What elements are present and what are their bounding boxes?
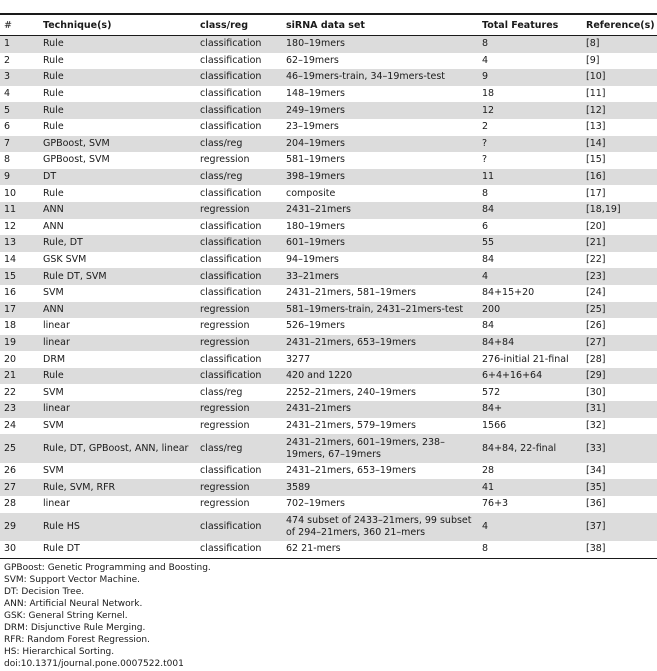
row-number: 16	[0, 285, 39, 302]
table-header	[0, 15, 657, 36]
row-total-features: 84	[478, 252, 582, 269]
table-row	[0, 102, 657, 119]
row-class-reg: classification	[196, 285, 282, 302]
row-class-reg: classification	[196, 351, 282, 368]
row-number: 13	[0, 235, 39, 252]
row-total-features: 84	[478, 318, 582, 335]
row-techniques: linear	[39, 496, 196, 513]
row-number: 2	[0, 53, 39, 70]
row-class-reg: classification	[196, 53, 282, 70]
header-techniques: Technique(s)	[39, 15, 196, 36]
row-number: 17	[0, 302, 39, 319]
row-techniques: Rule	[39, 185, 196, 202]
row-number: 28	[0, 496, 39, 513]
row-reference: [38]	[582, 541, 657, 558]
row-class-reg: regression	[196, 318, 282, 335]
footnote: GSK: General String Kernel.	[4, 610, 128, 621]
row-sirna-data-set: 420 and 1220	[282, 368, 478, 385]
row-sirna-data-set: 94–19mers	[282, 252, 478, 269]
row-total-features: 2	[478, 119, 582, 136]
row-class-reg: classification	[196, 219, 282, 236]
row-sirna-data-set: 581–19mers	[282, 152, 478, 169]
row-sirna-data-set: 2431–21mers, 653–19mers	[282, 463, 478, 480]
row-number: 25	[0, 434, 39, 463]
footnote: DRM: Disjunctive Rule Merging.	[4, 622, 146, 633]
row-number: 9	[0, 169, 39, 186]
row-number: 30	[0, 541, 39, 558]
sirna-methods-table	[0, 15, 657, 559]
table-row	[0, 185, 657, 202]
row-class-reg: classification	[196, 185, 282, 202]
row-total-features: 8	[478, 541, 582, 558]
row-total-features: 11	[478, 169, 582, 186]
table-row	[0, 384, 657, 401]
table-row	[0, 513, 657, 542]
row-total-features: 572	[478, 384, 582, 401]
row-class-reg: class/reg	[196, 169, 282, 186]
row-number: 12	[0, 219, 39, 236]
row-reference: [16]	[582, 169, 657, 186]
row-total-features: 9	[478, 69, 582, 86]
row-techniques: DT	[39, 169, 196, 186]
header-row	[0, 15, 657, 36]
footnote: GPBoost: Genetic Programming and Boosting.	[4, 562, 211, 573]
row-total-features: 84+84, 22-final	[478, 434, 582, 463]
row-class-reg: classification	[196, 235, 282, 252]
row-sirna-data-set: composite	[282, 185, 478, 202]
row-techniques: SVM	[39, 418, 196, 435]
row-reference: [10]	[582, 69, 657, 86]
row-sirna-data-set: 581–19mers-train, 2431–21mers-test	[282, 302, 478, 319]
row-sirna-data-set: 2431–21mers, 601–19mers, 238–19mers, 67–19mers	[282, 434, 478, 463]
table-row	[0, 318, 657, 335]
row-techniques: Rule	[39, 119, 196, 136]
row-reference: [32]	[582, 418, 657, 435]
row-techniques: linear	[39, 318, 196, 335]
row-reference: [14]	[582, 136, 657, 153]
row-sirna-data-set: 702–19mers	[282, 496, 478, 513]
table-body	[0, 36, 657, 559]
row-total-features: 28	[478, 463, 582, 480]
row-class-reg: classification	[196, 268, 282, 285]
footnote: SVM: Support Vector Machine.	[4, 574, 141, 585]
row-total-features: 6+4+16+64	[478, 368, 582, 385]
row-total-features: 8	[478, 185, 582, 202]
row-reference: [11]	[582, 86, 657, 103]
row-reference: [29]	[582, 368, 657, 385]
row-sirna-data-set: 62 21-mers	[282, 541, 478, 558]
row-reference: [23]	[582, 268, 657, 285]
row-number: 18	[0, 318, 39, 335]
row-total-features: 6	[478, 219, 582, 236]
row-sirna-data-set: 180–19mers	[282, 219, 478, 236]
row-class-reg: regression	[196, 401, 282, 418]
row-sirna-data-set: 2431–21mers	[282, 401, 478, 418]
row-techniques: linear	[39, 335, 196, 352]
table-row	[0, 86, 657, 103]
row-sirna-data-set: 148–19mers	[282, 86, 478, 103]
row-reference: [31]	[582, 401, 657, 418]
table-row	[0, 496, 657, 513]
header-total-features: Total Features	[478, 15, 582, 36]
table-row	[0, 463, 657, 480]
row-techniques: Rule, DT, GPBoost, ANN, linear	[39, 434, 196, 463]
row-sirna-data-set: 33–21mers	[282, 268, 478, 285]
row-sirna-data-set: 601–19mers	[282, 235, 478, 252]
row-class-reg: class/reg	[196, 136, 282, 153]
row-techniques: Rule, SVM, RFR	[39, 479, 196, 496]
row-number: 10	[0, 185, 39, 202]
table-row	[0, 541, 657, 558]
table-row	[0, 219, 657, 236]
row-techniques: SVM	[39, 285, 196, 302]
row-class-reg: classification	[196, 463, 282, 480]
table-row	[0, 152, 657, 169]
row-sirna-data-set: 180–19mers	[282, 36, 478, 53]
row-number: 7	[0, 136, 39, 153]
footnote: RFR: Random Forest Regression.	[4, 634, 150, 645]
row-techniques: Rule DT	[39, 541, 196, 558]
row-number: 1	[0, 36, 39, 53]
row-sirna-data-set: 2431–21mers, 581–19mers	[282, 285, 478, 302]
row-techniques: GSK SVM	[39, 252, 196, 269]
row-number: 5	[0, 102, 39, 119]
row-sirna-data-set: 204–19mers	[282, 136, 478, 153]
row-number: 20	[0, 351, 39, 368]
row-total-features: 18	[478, 86, 582, 103]
table-row	[0, 434, 657, 463]
row-sirna-data-set: 474 subset of 2433–21mers, 99 subset of 294–21mers, 360 21–mers	[282, 513, 478, 542]
row-sirna-data-set: 3589	[282, 479, 478, 496]
row-reference: [24]	[582, 285, 657, 302]
row-reference: [18,19]	[582, 202, 657, 219]
row-total-features: 41	[478, 479, 582, 496]
table-row	[0, 136, 657, 153]
row-class-reg: regression	[196, 496, 282, 513]
row-reference: [9]	[582, 53, 657, 70]
row-class-reg: classification	[196, 69, 282, 86]
table-row	[0, 268, 657, 285]
row-sirna-data-set: 23–19mers	[282, 119, 478, 136]
row-class-reg: classification	[196, 86, 282, 103]
row-class-reg: classification	[196, 513, 282, 542]
table-row	[0, 285, 657, 302]
row-techniques: ANN	[39, 202, 196, 219]
row-techniques: ANN	[39, 302, 196, 319]
table-row	[0, 302, 657, 319]
header-class-reg: class/reg	[196, 15, 282, 36]
row-reference: [30]	[582, 384, 657, 401]
row-total-features: 8	[478, 36, 582, 53]
table-row	[0, 252, 657, 269]
row-total-features: 200	[478, 302, 582, 319]
table-row	[0, 169, 657, 186]
row-number: 19	[0, 335, 39, 352]
row-number: 8	[0, 152, 39, 169]
row-techniques: Rule DT, SVM	[39, 268, 196, 285]
row-reference: [15]	[582, 152, 657, 169]
footnote: ANN: Artificial Neural Network.	[4, 598, 143, 609]
row-sirna-data-set: 2431–21mers, 579–19mers	[282, 418, 478, 435]
row-reference: [22]	[582, 252, 657, 269]
row-techniques: ANN	[39, 219, 196, 236]
table-row	[0, 36, 657, 53]
row-sirna-data-set: 2252–21mers, 240–19mers	[282, 384, 478, 401]
row-reference: [26]	[582, 318, 657, 335]
row-class-reg: regression	[196, 152, 282, 169]
table-row	[0, 335, 657, 352]
table-row	[0, 479, 657, 496]
row-reference: [28]	[582, 351, 657, 368]
row-class-reg: classification	[196, 119, 282, 136]
row-total-features: 1566	[478, 418, 582, 435]
row-techniques: Rule	[39, 86, 196, 103]
row-number: 14	[0, 252, 39, 269]
table-row	[0, 119, 657, 136]
row-number: 29	[0, 513, 39, 542]
table-footnotes	[0, 559, 657, 670]
row-techniques: SVM	[39, 384, 196, 401]
row-class-reg: regression	[196, 335, 282, 352]
row-class-reg: class/reg	[196, 434, 282, 463]
row-number: 26	[0, 463, 39, 480]
row-reference: [33]	[582, 434, 657, 463]
row-reference: [20]	[582, 219, 657, 236]
row-class-reg: regression	[196, 479, 282, 496]
row-class-reg: classification	[196, 368, 282, 385]
row-reference: [25]	[582, 302, 657, 319]
table-row	[0, 418, 657, 435]
row-total-features: 84	[478, 202, 582, 219]
row-class-reg: classification	[196, 36, 282, 53]
row-sirna-data-set: 526–19mers	[282, 318, 478, 335]
row-reference: [21]	[582, 235, 657, 252]
row-sirna-data-set: 3277	[282, 351, 478, 368]
row-techniques: GPBoost, SVM	[39, 152, 196, 169]
table-row	[0, 202, 657, 219]
row-total-features: 55	[478, 235, 582, 252]
row-number: 15	[0, 268, 39, 285]
row-sirna-data-set: 46–19mers-train, 34–19mers-test	[282, 69, 478, 86]
row-total-features: 84+	[478, 401, 582, 418]
footnote: DT: Decision Tree.	[4, 586, 85, 597]
row-number: 27	[0, 479, 39, 496]
row-reference: [36]	[582, 496, 657, 513]
row-number: 24	[0, 418, 39, 435]
row-number: 6	[0, 119, 39, 136]
row-techniques: GPBoost, SVM	[39, 136, 196, 153]
row-number: 11	[0, 202, 39, 219]
row-total-features: 84+15+20	[478, 285, 582, 302]
row-techniques: Rule	[39, 53, 196, 70]
header-sirna-data-set: siRNA data set	[282, 15, 478, 36]
row-techniques: Rule	[39, 102, 196, 119]
row-number: 22	[0, 384, 39, 401]
row-total-features: 76+3	[478, 496, 582, 513]
row-total-features: 84+84	[478, 335, 582, 352]
row-total-features: 4	[478, 268, 582, 285]
row-class-reg: classification	[196, 541, 282, 558]
row-total-features: 12	[478, 102, 582, 119]
row-reference: [12]	[582, 102, 657, 119]
row-class-reg: class/reg	[196, 384, 282, 401]
table-row	[0, 351, 657, 368]
row-reference: [34]	[582, 463, 657, 480]
row-techniques: Rule	[39, 69, 196, 86]
table-row	[0, 368, 657, 385]
header-number: #	[0, 15, 39, 36]
row-class-reg: regression	[196, 418, 282, 435]
row-total-features: 4	[478, 513, 582, 542]
row-number: 3	[0, 69, 39, 86]
table-row	[0, 401, 657, 418]
row-total-features: 276-initial 21-final	[478, 351, 582, 368]
row-class-reg: regression	[196, 302, 282, 319]
row-reference: [13]	[582, 119, 657, 136]
table-row	[0, 235, 657, 252]
footnote: HS: Hierarchical Sorting.	[4, 646, 115, 657]
row-class-reg: classification	[196, 102, 282, 119]
table-row	[0, 53, 657, 70]
row-total-features: ?	[478, 152, 582, 169]
row-sirna-data-set: 398–19mers	[282, 169, 478, 186]
row-total-features: ?	[478, 136, 582, 153]
row-techniques: DRM	[39, 351, 196, 368]
row-techniques: Rule	[39, 368, 196, 385]
row-number: 23	[0, 401, 39, 418]
row-sirna-data-set: 249–19mers	[282, 102, 478, 119]
header-references: Reference(s)	[582, 15, 657, 36]
row-number: 21	[0, 368, 39, 385]
row-sirna-data-set: 2431–21mers, 653–19mers	[282, 335, 478, 352]
doi-line: doi:10.1371/journal.pone.0007522.t001	[4, 658, 184, 669]
top-rule	[0, 0, 657, 15]
row-reference: [37]	[582, 513, 657, 542]
row-class-reg: regression	[196, 202, 282, 219]
row-techniques: Rule, DT	[39, 235, 196, 252]
table-row	[0, 69, 657, 86]
row-reference: [27]	[582, 335, 657, 352]
row-techniques: linear	[39, 401, 196, 418]
row-techniques: SVM	[39, 463, 196, 480]
row-class-reg: classification	[196, 252, 282, 269]
row-techniques: Rule	[39, 36, 196, 53]
row-total-features: 4	[478, 53, 582, 70]
row-sirna-data-set: 62–19mers	[282, 53, 478, 70]
row-reference: [8]	[582, 36, 657, 53]
row-techniques: Rule HS	[39, 513, 196, 542]
row-sirna-data-set: 2431–21mers	[282, 202, 478, 219]
row-reference: [35]	[582, 479, 657, 496]
row-number: 4	[0, 86, 39, 103]
row-reference: [17]	[582, 185, 657, 202]
